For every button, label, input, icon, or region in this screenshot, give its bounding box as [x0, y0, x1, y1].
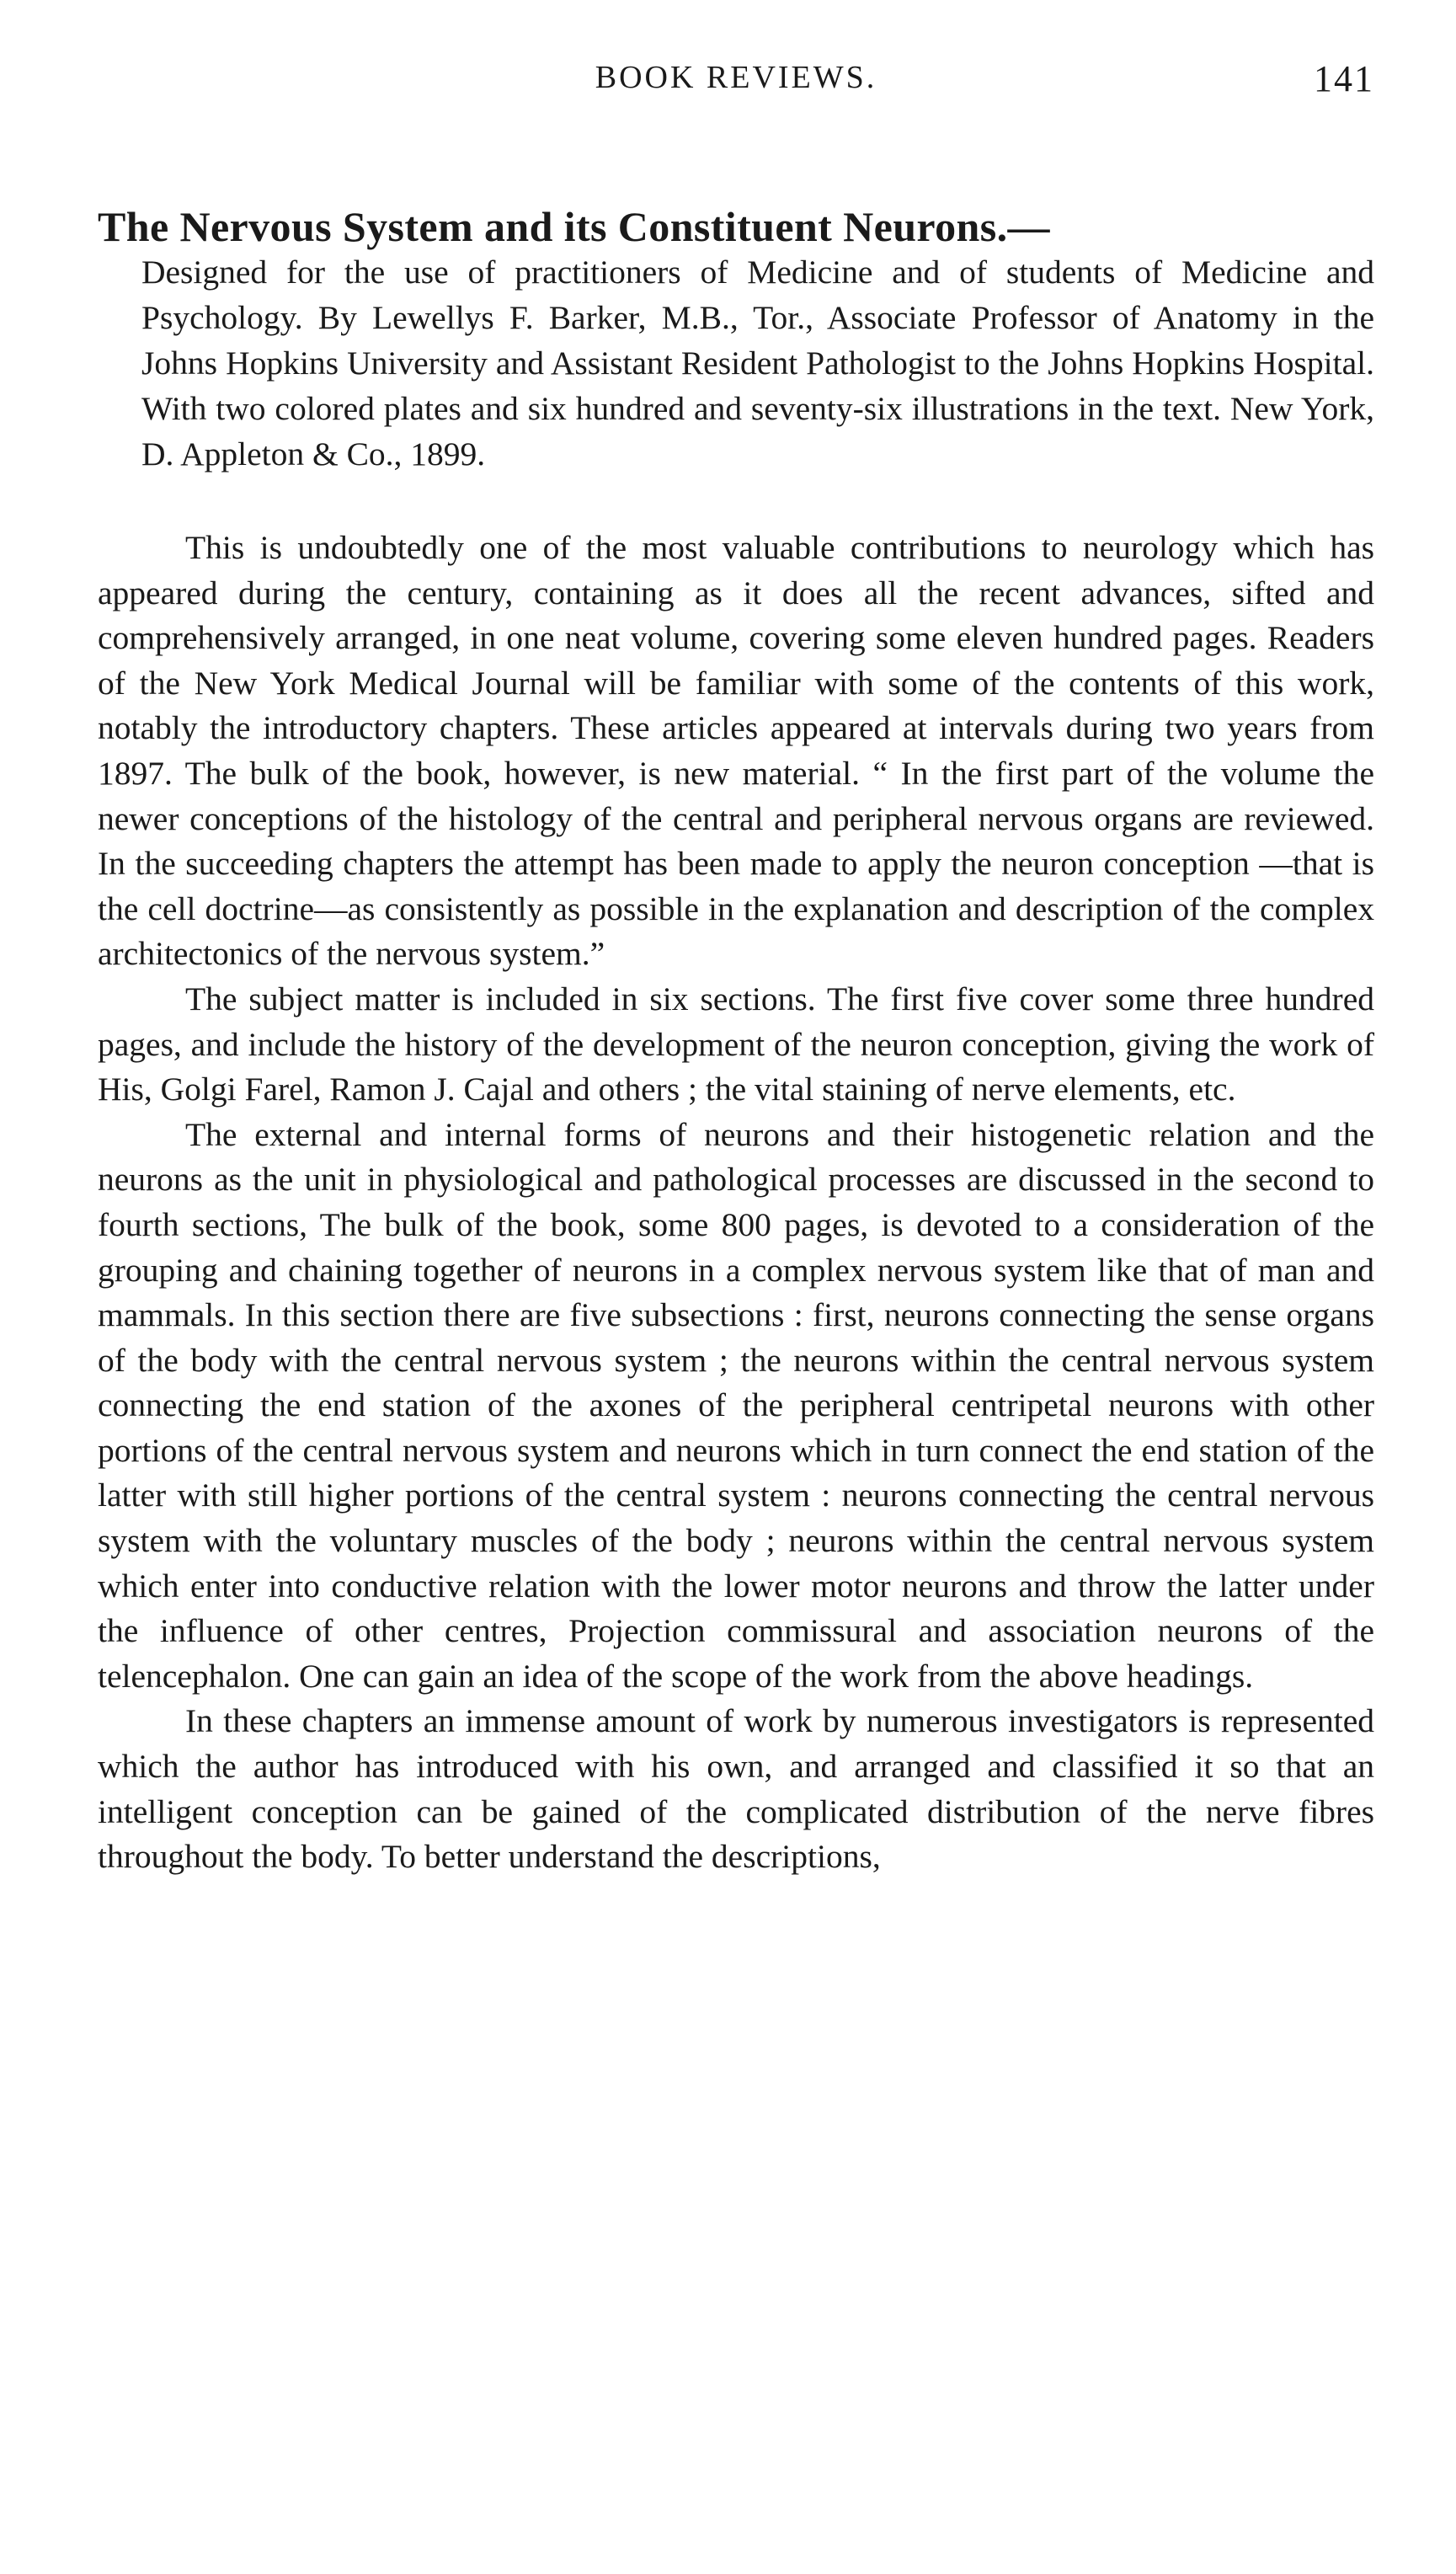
book-entry [98, 204, 1374, 477]
page-number: 141 [1314, 58, 1374, 99]
review-paragraph: This is undoubtedly one of the most valuable contributions to neurology which has appeared during the century, containing as it does all the recent advances, sifted and comprehensively arranged, in one neat volume, covering some eleven hundred pages. Readers of the New York Medical Journal will be familiar with some of the contents of this work, notably the introductory chapters. These articles appeared at intervals during two years from 1897. The bulk of the book, however, is new material. “ In the first part of the volume the newer conceptions of the histology of the central and peripheral nervous organs are reviewed. In the succeeding chapters the attempt has been made to apply the neuron conception —that is the cell doctrine—as consistently as possible in the explanation and description of the complex architectonics of the nervous system.” [98, 529, 1374, 973]
running-head-title: BOOK REVIEWS. [595, 60, 877, 95]
review-paragraph: The subject matter is included in six sections. The first five cover some three hundred pages, and include the history of the development of the neuron conception, giving the work of His, Golgi Farel, Ramon J. Cajal and others ; the vital staining of nerve elements, etc. [98, 980, 1374, 1108]
review-paragraph: In these chapters an immense amount of work by numerous investigators is represented which the author has introduced with his own, and arranged and classified it so that an intelligent conception can be gained of the complicated distribution of the nerve fibres throughout the body. To better understand the descriptions, [98, 1702, 1374, 1876]
review-paragraph: The external and internal forms of neurons and their histogenetic relation and the neurons as the unit in physiological and pathological processes are discussed in the second to fourth sections, The bulk of the book, some 800 pages, is devoted to a consideration of the grouping and chaining together of neurons in a complex nervous system like that of man and mammals. In this section there are five subsections : first, neurons connecting the sense organs of the body with the central nervous system ; the neurons within the central nervous system connecting the end station of the axones of the peripheral centripetal neurons with other portions of the central nervous system and neurons which in turn connect the end station of the latter with still higher portions of the central system : neurons connecting the central nervous system with the voluntary muscles of the body ; neurons within the central nervous system which enter into conductive relation with the lower motor neurons and throw the latter under the influence of other centres, Projection commissural and association neurons of the telencephalon. One can gain an idea of the scope of the work from the above headings. [98, 1115, 1374, 1695]
review-body [98, 526, 1374, 1880]
running-head [98, 59, 1374, 109]
book-citation: Designed for the use of practitioners of Medicine and of students of Medicine and Psychology. By Lewellys F. Barker, M.B., Tor., Associate Professor of Anatomy in the Johns Hopkins University and Assistant Resident Pathologist to the Johns Hopkins Hospital. With two colored plates and six hundred and seventy-six illustrations in the text. New York, D. Appleton & Co., 1899. [141, 254, 1374, 473]
book-page [98, 59, 1374, 1880]
book-title: The Nervous System and its Constituent Neurons.— [98, 203, 1050, 250]
